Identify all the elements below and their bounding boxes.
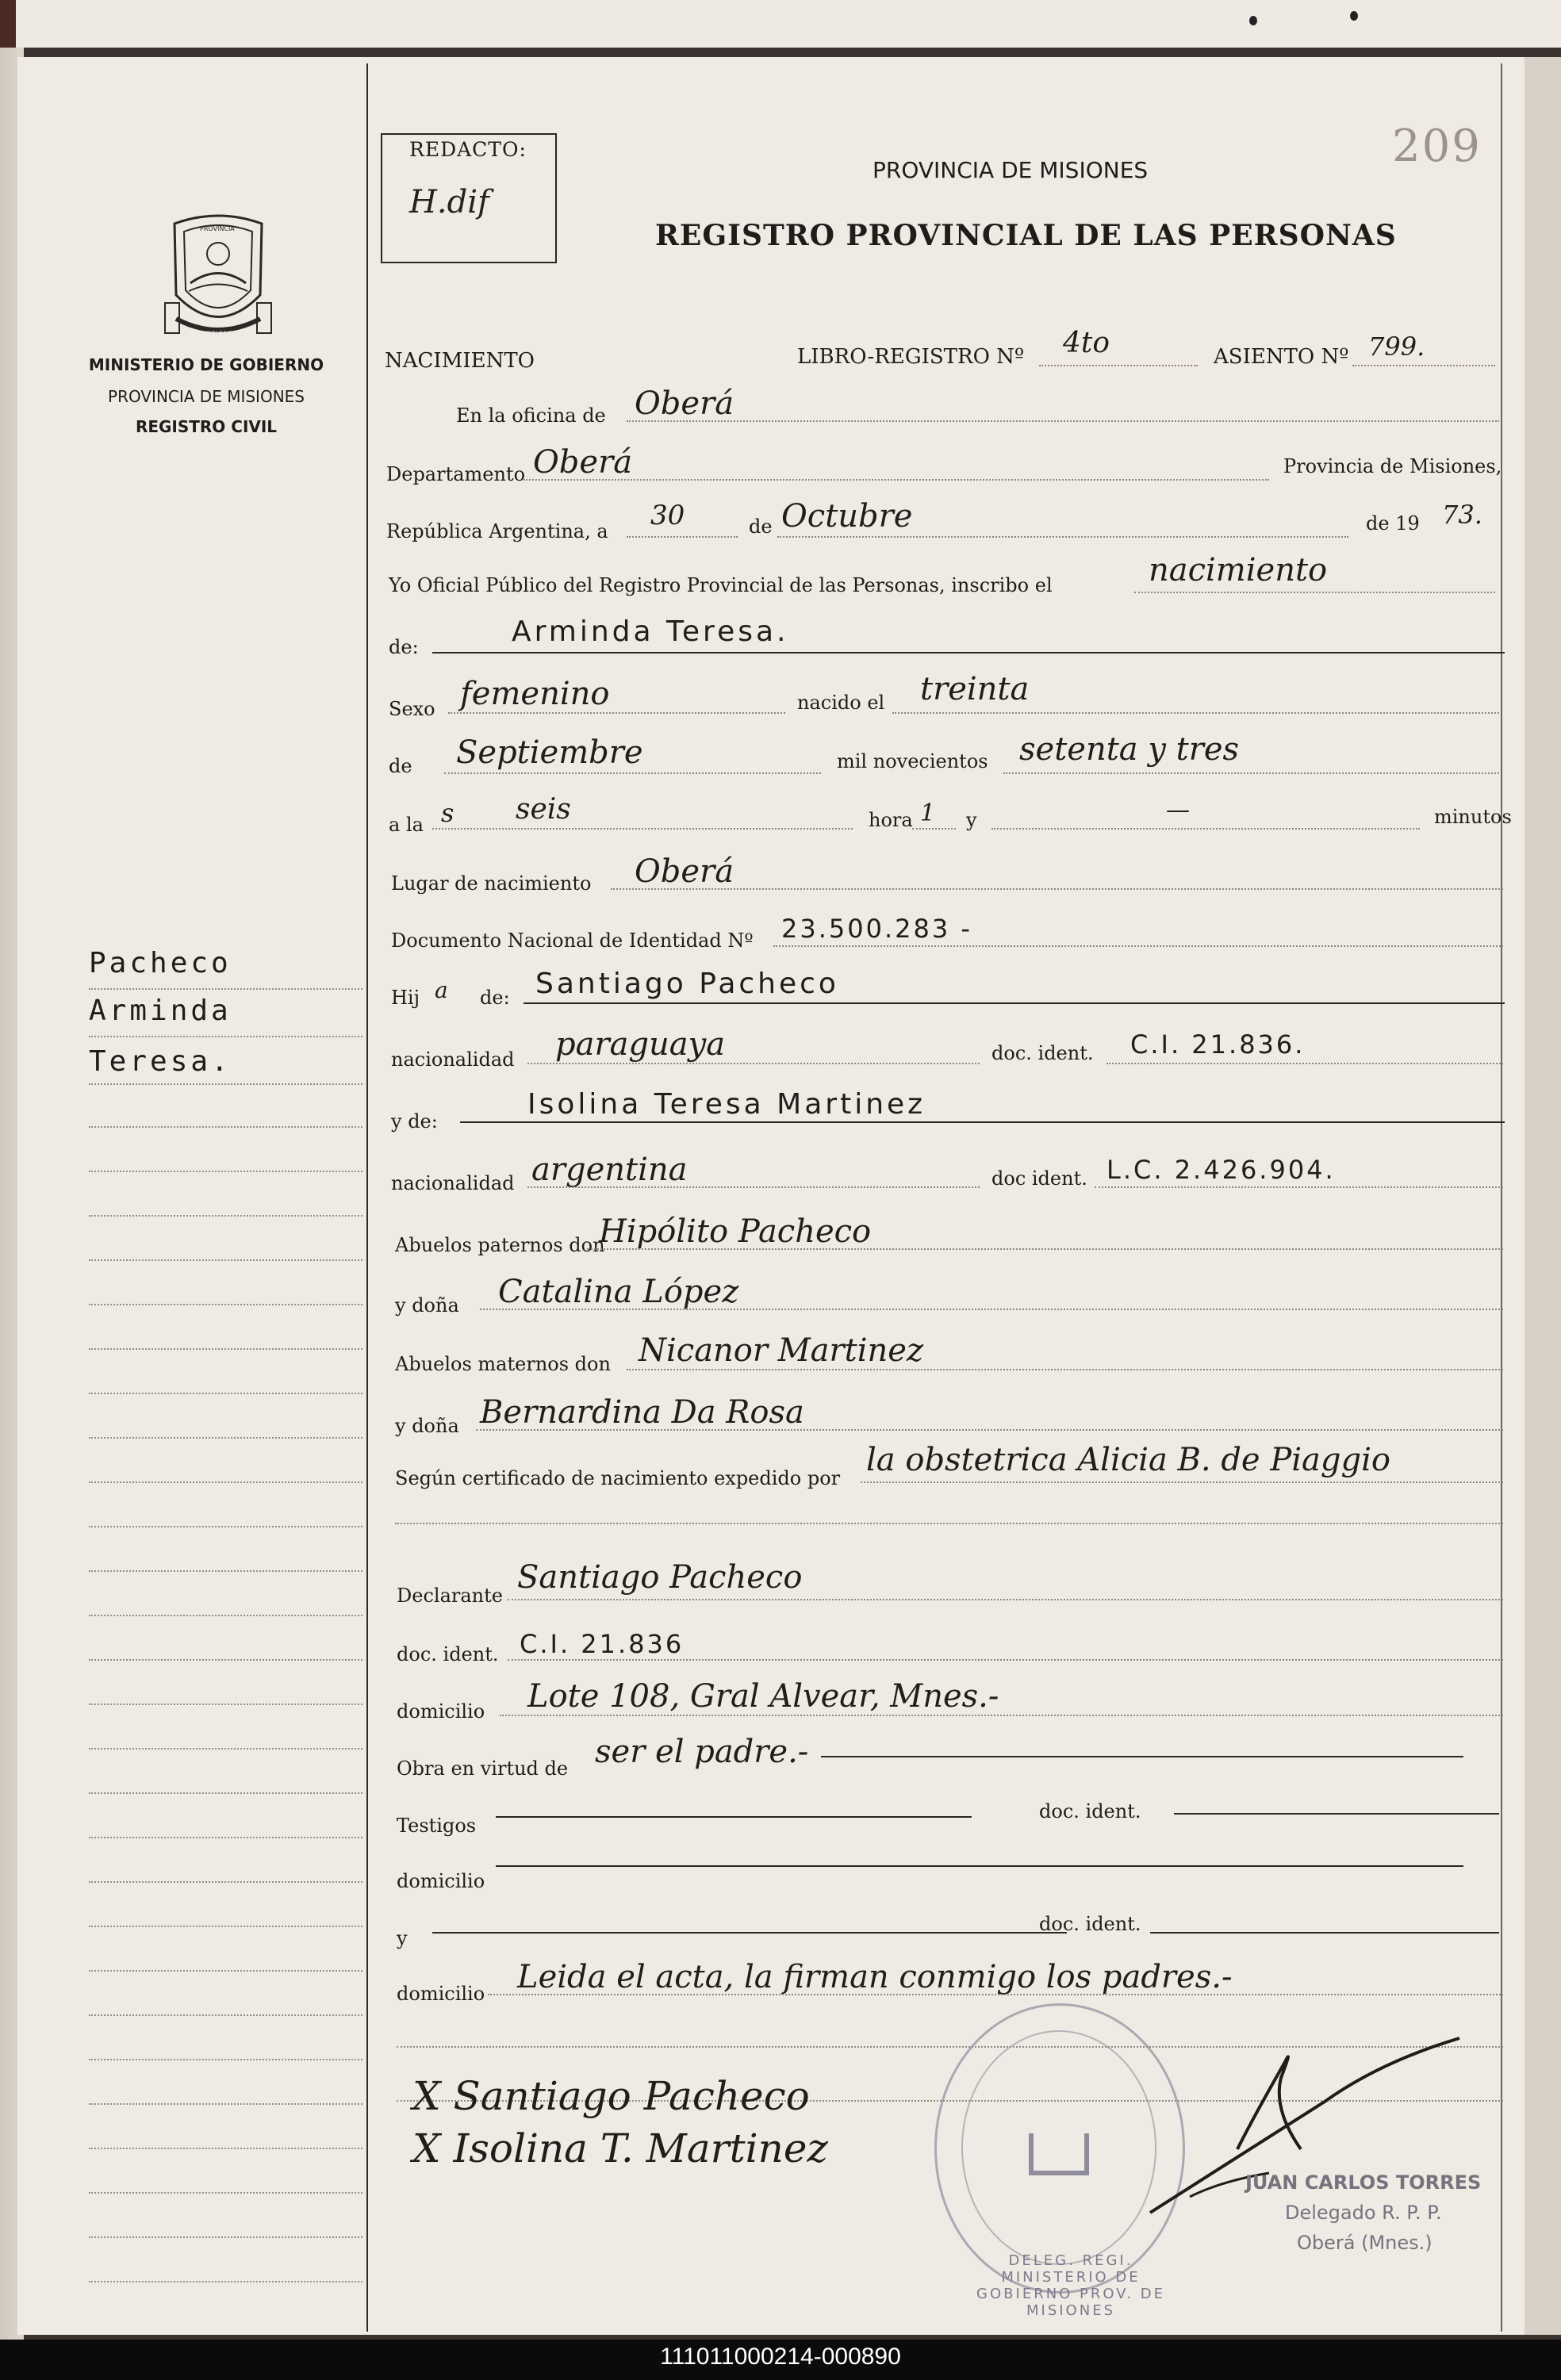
margin-line <box>89 1659 362 1661</box>
doc1-line <box>1107 1063 1503 1064</box>
nombre-line <box>432 652 1505 653</box>
ab-mat-line <box>627 1369 1503 1370</box>
minutos-value: — <box>1166 796 1190 824</box>
dni-label: Documento Nacional de Identidad Nº <box>391 929 754 952</box>
margin-line <box>89 1393 362 1394</box>
doc2-label: doc ident. <box>991 1167 1087 1190</box>
officer-name: JUAN CARLOS TORRES <box>1245 2171 1482 2194</box>
margin-line <box>89 1083 362 1085</box>
nac2-label: nacionalidad <box>391 1172 515 1194</box>
oficina-value: Oberá <box>635 385 734 422</box>
shield-text-top: PROVINCIA <box>200 225 235 232</box>
cert-line <box>861 1481 1503 1483</box>
dia-value: 30 <box>650 500 685 531</box>
domicilio3-label: domicilio <box>397 1983 485 2005</box>
oficina-label: En la oficina de <box>456 404 606 427</box>
margin-line <box>89 1259 362 1261</box>
libro-line <box>1039 365 1198 366</box>
officer-place: Oberá (Mnes.) <box>1297 2232 1433 2254</box>
y2-line <box>432 1932 1067 1934</box>
margin-line <box>89 1348 362 1350</box>
yo-oficial-label: Yo Oficial Público del Registro Provincial de las Personas, inscribo el <box>389 574 1053 596</box>
margin-line <box>89 1881 362 1883</box>
doc3-label: doc. ident. <box>397 1643 499 1665</box>
ydona2-value: Bernardina Da Rosa <box>480 1394 804 1431</box>
margin-line <box>89 1748 362 1750</box>
signature-father: X Santiago Pacheco <box>412 2073 810 2119</box>
margin-line <box>89 1570 362 1572</box>
shield-text-bottom: MISIONES <box>203 331 239 339</box>
departamento-line <box>524 479 1269 481</box>
mes-value: Octubre <box>781 498 913 535</box>
mil-line <box>1003 772 1499 774</box>
ink-spot <box>1249 16 1257 25</box>
obra-label: Obra en virtud de <box>397 1757 569 1780</box>
mil-label: mil novecientos <box>837 750 988 772</box>
libro-label: LIBRO-REGISTRO Nº <box>797 345 1025 369</box>
margin-first-name: Arminda <box>89 995 232 1027</box>
nacido-value: treinta <box>920 671 1030 707</box>
dni-value: 23.500.283 - <box>781 914 972 944</box>
margin-line <box>89 988 362 990</box>
margin-line <box>89 1171 362 1172</box>
ab-mat-value: Nicanor Martinez <box>639 1332 924 1369</box>
margin-line <box>89 2059 362 2060</box>
dni-line <box>773 945 1503 947</box>
nac2-value: argentina <box>531 1152 688 1188</box>
hijo-de-label: de: <box>480 987 510 1009</box>
madre-line <box>460 1121 1505 1123</box>
redacto-box <box>381 133 557 263</box>
madre-value: Isolina Teresa Martinez <box>527 1088 926 1121</box>
ab-pat-line <box>587 1248 1503 1250</box>
hora-text-value: seis <box>516 793 571 826</box>
hora-label: hora <box>869 809 913 831</box>
domicilio1-value: Lote 108, Gral Alvear, Mnes.- <box>527 1678 999 1715</box>
registry-heading: REGISTRO PROVINCIAL DE LAS PERSONAS <box>655 219 1397 252</box>
de-nombre-label: de: <box>389 636 419 658</box>
departamento-value: Oberá <box>533 444 633 481</box>
column-divider <box>366 63 368 2332</box>
domicilio2-line <box>496 1865 1463 1867</box>
mes-line <box>777 536 1348 538</box>
lugar-line <box>611 888 1503 890</box>
anio-label: de 19 <box>1366 512 1420 535</box>
sidebar-civil: REGISTRO CIVIL <box>135 417 278 436</box>
margin-surname: Pacheco <box>89 947 232 979</box>
mes-nac-value: Septiembre <box>456 734 643 771</box>
domicilio2-label: domicilio <box>397 1870 485 1892</box>
doc5-label: doc. ident. <box>1039 1913 1141 1935</box>
margin-line <box>89 2148 362 2149</box>
hora-text-line <box>432 828 853 830</box>
redacto-label: REDACTO: <box>409 138 527 161</box>
doc2-line <box>1095 1186 1503 1188</box>
sexo-value: femenino <box>460 676 610 712</box>
sidebar-province: PROVINCIA DE MISIONES <box>108 387 305 406</box>
margin-line <box>89 2014 362 2016</box>
doc3-value: C.I. 21.836 <box>520 1629 685 1659</box>
asiento-line <box>1352 365 1495 366</box>
margin-line <box>89 2236 362 2238</box>
mil-value: setenta y tres <box>1019 731 1240 768</box>
hora-num-value: 1 <box>920 799 936 827</box>
doc5-line <box>1150 1932 1499 1934</box>
doc1-value: C.I. 21.836. <box>1130 1029 1306 1060</box>
margin-line <box>89 2103 362 2105</box>
page-right-edge <box>1525 57 1561 2335</box>
minutos-line <box>991 828 1420 830</box>
margin-line <box>89 1437 362 1439</box>
republica-label: República Argentina, a <box>386 520 608 542</box>
domicilio3-line <box>488 1994 1503 1995</box>
margin-line <box>89 1837 362 1838</box>
domicilio3-value: Leida el acta, la firman conmigo los padres.- <box>517 1959 1233 1995</box>
doc1-label: doc. ident. <box>991 1042 1094 1064</box>
obra-value: ser el padre.- <box>595 1734 809 1770</box>
signature-mother: X Isolina T. Martinez <box>412 2125 828 2171</box>
doc2-value: L.C. 2.426.904. <box>1107 1155 1336 1185</box>
ala-value: s <box>441 798 454 828</box>
book-edge <box>0 0 16 48</box>
yo-oficial-line <box>1134 592 1495 593</box>
obra-line <box>821 1756 1463 1757</box>
testigos-line <box>496 1816 972 1818</box>
ydona2-line <box>476 1429 1503 1431</box>
declarante-line <box>508 1599 1503 1600</box>
mes-nac-line <box>444 772 821 774</box>
lugar-label: Lugar de nacimiento <box>391 872 592 895</box>
de-mes-nac-label: de <box>389 755 412 777</box>
doc4-label: doc. ident. <box>1039 1800 1141 1822</box>
ab-pat-value: Hipólito Pacheco <box>599 1213 872 1250</box>
hijo-suffix: a <box>435 977 448 1003</box>
nac1-label: nacionalidad <box>391 1048 515 1071</box>
ab-pat-label: Abuelos paternos don <box>395 1234 605 1256</box>
coat-of-arms-icon <box>159 208 278 343</box>
yde-label: y de: <box>391 1110 438 1133</box>
ala-label: a la <box>389 814 424 836</box>
margin-line <box>89 2192 362 2194</box>
cert-line-2 <box>395 1523 1503 1524</box>
margin-line <box>89 1036 362 1037</box>
ydona1-label: y doña <box>395 1294 459 1316</box>
ydona1-line <box>480 1309 1503 1310</box>
page-number: 209 <box>1392 121 1482 172</box>
margin-line <box>89 1792 362 1794</box>
asiento-label: ASIENTO Nº <box>1214 345 1349 369</box>
margin-line <box>89 1126 362 1128</box>
ydona2-label: y doña <box>395 1415 459 1437</box>
nacido-line <box>892 712 1499 714</box>
doc3-line <box>508 1659 1503 1661</box>
testigos-label: Testigos <box>397 1815 477 1837</box>
declarante-value: Santiago Pacheco <box>517 1559 803 1596</box>
margin-line <box>89 1704 362 1705</box>
nac1-line <box>527 1063 980 1064</box>
nombre-value: Arminda Teresa. <box>512 615 789 648</box>
cert-value: la obstetrica Alicia B. de Piaggio <box>866 1442 1390 1478</box>
lugar-value: Oberá <box>635 853 734 890</box>
y-minutos-label: y <box>966 809 977 831</box>
padre-value: Santiago Pacheco <box>535 968 839 1000</box>
provincia-label: Provincia de Misiones, <box>1283 455 1502 477</box>
margin-line <box>89 1481 362 1483</box>
margin-second-name: Teresa. <box>89 1045 232 1078</box>
stamp-text: DELEG. REGI. MINISTERIO DE GOBIERNO PROV. DE MISIONES <box>976 2252 1165 2319</box>
doc4-line <box>1174 1813 1499 1815</box>
sexo-line <box>448 712 785 714</box>
libro-value: 4to <box>1063 327 1110 359</box>
hora-num-line <box>912 828 956 830</box>
province-heading: PROVINCIA DE MISIONES <box>873 157 1149 183</box>
margin-line <box>89 1970 362 1972</box>
ink-spot <box>1350 11 1358 21</box>
de-mes-label: de <box>749 515 773 538</box>
nacimiento-label: NACIMIENTO <box>385 349 535 373</box>
asiento-value: 799. <box>1368 332 1425 362</box>
minutos-label: minutos <box>1434 806 1512 828</box>
document-id: 111011000214-000890 <box>660 2344 901 2370</box>
stamp-emblem-icon <box>1015 2110 1103 2197</box>
dia-line <box>627 536 738 538</box>
sidebar-ministry: MINISTERIO DE GOBIERNO <box>88 355 324 374</box>
margin-line <box>89 1215 362 1217</box>
yo-oficial-value: nacimiento <box>1149 552 1328 588</box>
anio-value: 73. <box>1442 500 1482 530</box>
margin-line <box>89 1926 362 1927</box>
nac1-value: paraguaya <box>555 1026 726 1063</box>
redacto-value: H.dif <box>409 184 489 220</box>
nac2-line <box>527 1186 980 1188</box>
sexo-label: Sexo <box>389 698 435 720</box>
right-border <box>1501 63 1502 2332</box>
y2-label: y <box>397 1927 408 1949</box>
officer-title: Delegado R. P. P. <box>1285 2202 1442 2224</box>
ydona1-value: Catalina López <box>498 1274 739 1310</box>
nacido-label: nacido el <box>797 692 885 714</box>
declarante-label: Declarante <box>397 1585 503 1607</box>
domicilio1-label: domicilio <box>397 1700 485 1723</box>
margin-line <box>89 1526 362 1527</box>
ab-mat-label: Abuelos maternos don <box>395 1353 611 1375</box>
margin-line <box>89 1615 362 1616</box>
hijo-label: Hij <box>391 987 420 1009</box>
padre-line <box>524 1002 1505 1004</box>
cert-label: Según certificado de nacimiento expedido por <box>395 1467 841 1489</box>
top-paper-strip <box>0 0 1561 48</box>
departamento-label: Departamento <box>386 463 526 485</box>
margin-line <box>89 2281 362 2282</box>
margin-line <box>89 1304 362 1305</box>
oficina-line <box>627 420 1499 422</box>
domicilio1-line <box>500 1715 1503 1716</box>
